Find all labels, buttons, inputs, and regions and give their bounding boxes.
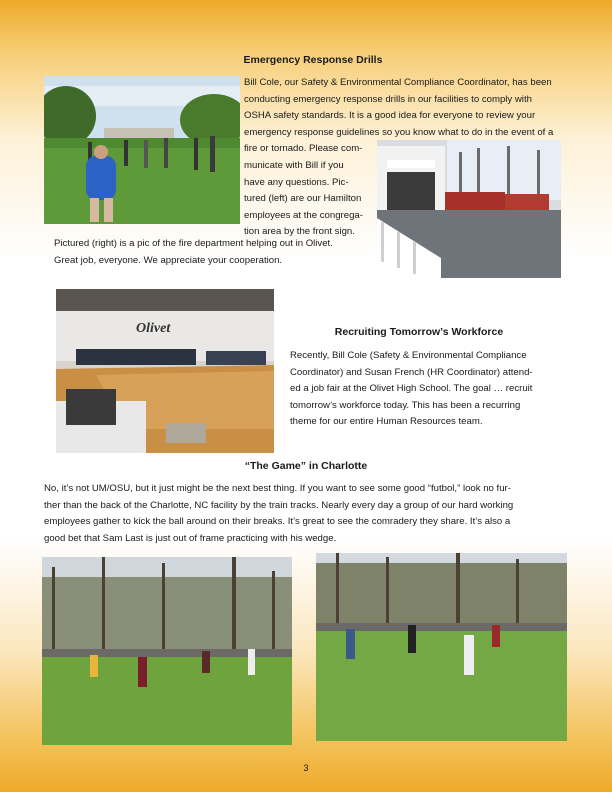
text-line: Great job, everyone. We appreciate your cooperation. [54,254,283,266]
text-line: municate with Bill if you [244,160,344,171]
text-line: No, it’s not UM/OSU, but it just might be the next best thing. If you want to see some good “futbol,” look no fur- [44,483,511,494]
photo-soccer-right [316,553,567,741]
text-line: fire or tornado. Please com- [244,143,363,155]
text-line: tion area by the front sign. [244,226,355,238]
text-line: Coordinator) and Susan French (HR Coordinator) attend- [290,366,533,378]
gym-wall-sign: Olivet [136,321,171,336]
paragraph-recruiting [290,348,548,431]
text-line: OSHA safety standards. It is a good idea for everyone to review your [244,110,536,122]
text-line: Bill Cole, our Safety & Environmental Compliance Coordinator, has been [244,77,552,88]
photo-job-fair-gym [56,289,274,453]
paragraph-the-game [44,481,568,547]
text-line: theme for our entire Human Resources team. [290,416,483,428]
section-heading-emergency: Emergency Response Drills [243,54,383,66]
photo-fire-department [377,140,561,278]
text-line: emergency response guidelines so you know what to do in the event of a [244,126,554,138]
text-line: conducting emergency response drills in our facilities to comply with [244,93,532,105]
text-line: ed a job fair at the Olivet High School. The goal … recruit [290,383,533,395]
text-line: tomorrow’s workforce today. This has been a recurring [290,399,521,411]
paragraph-emergency-bottom [54,236,374,269]
text-line: employees gather to kick the ball around on their breaks. It’s great to see the comradery they share. It’s also a [44,516,511,528]
paragraph-emergency-narrow [244,158,374,241]
text-line: Recently, Bill Cole (Safety & Environmental Compliance [290,350,527,361]
text-line: have any questions. Pic- [244,176,349,188]
section-heading-the-game: “The Game” in Charlotte [244,460,368,472]
text-line: employees at the congrega- [244,209,363,221]
photo-hamilton-drill [44,76,240,224]
section-heading-recruiting: Recruiting Tomorrow’s Workforce [334,326,504,338]
text-line: ther than the back of the Charlotte, NC facility by the train tracks. Nearly every day a group of our hard working [44,499,514,511]
text-line: Pictured (right) is a pic of the fire department helping out in Olivet. [54,238,333,249]
text-line: tured (left) are our Hamilton [244,193,362,205]
photo-soccer-left [42,557,292,745]
page-number: 3 [303,763,309,773]
text-line: good bet that Sam Last is just out of frame practicing with his wedge. [44,532,337,544]
